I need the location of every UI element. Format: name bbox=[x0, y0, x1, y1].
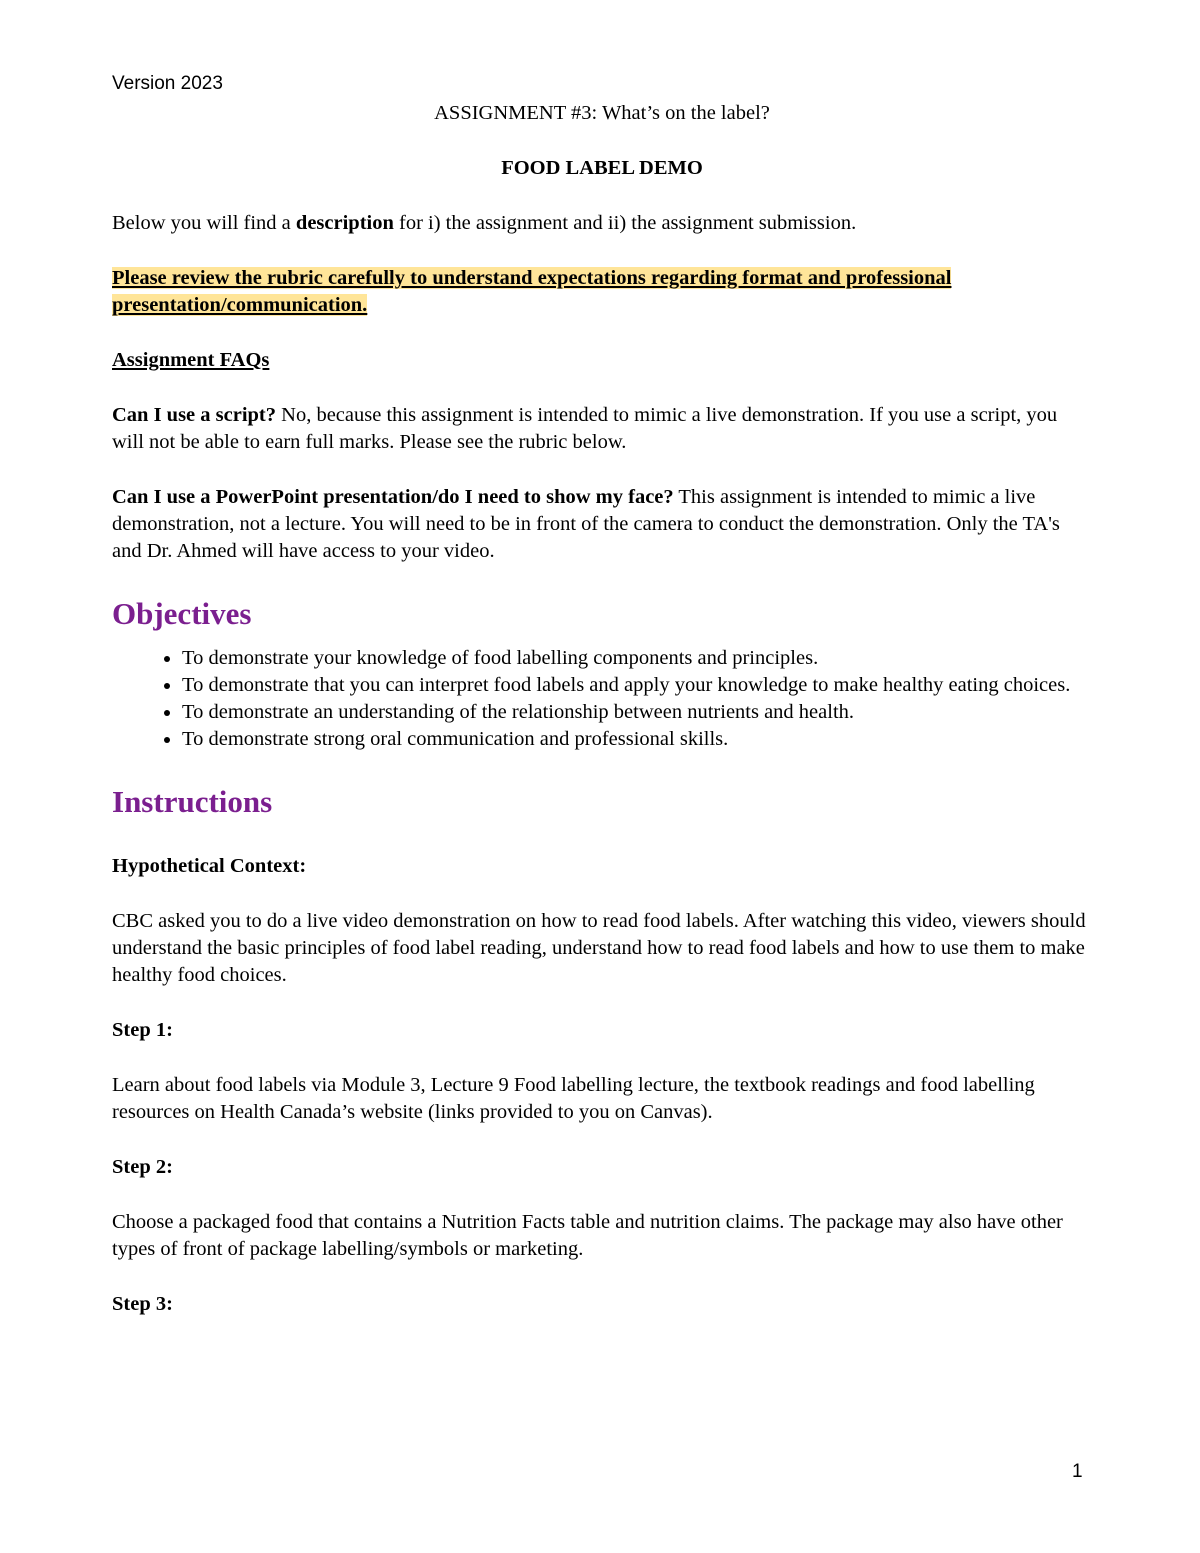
step2-heading: Step 2: bbox=[112, 1156, 173, 1178]
intro-text-after: for i) the assignment and ii) the assignment submission. bbox=[393, 212, 857, 234]
document-body bbox=[112, 100, 1092, 1318]
rubric-notice: Please review the rubric carefully to understand expectations regarding format and professional presentation/communication. bbox=[112, 267, 952, 316]
intro-bold-word: description bbox=[295, 212, 394, 234]
assignment-subtitle: FOOD LABEL DEMO bbox=[501, 157, 703, 179]
faq-item-powerpoint bbox=[112, 484, 1092, 565]
objective-item: • To demonstrate your knowledge of food labelling components and principles. bbox=[182, 645, 1092, 672]
version-label: Version 2023 bbox=[112, 73, 223, 94]
faq-question-powerpoint: Can I use a PowerPoint presentation/do I need to show my face? bbox=[112, 486, 674, 508]
instructions-heading: Instructions bbox=[112, 784, 273, 819]
objectives-list bbox=[112, 645, 1092, 753]
faq-answer-powerpoint: This assignment is intended to mimic a live demonstration, not a lecture. You will need to be in front of the camera to conduct the demonstration. Only the TA's and Dr. Ahmed will have access to your video. bbox=[112, 486, 1060, 562]
objective-item: • To demonstrate an understanding of the relationship between nutrients and health. bbox=[182, 699, 1092, 726]
step1-text: Learn about food labels via Module 3, Lecture 9 Food labelling lecture, the textbook readings and food labelling resources on Health Canada’s website (links provided to you on Canvas). bbox=[112, 1074, 1035, 1123]
assignment-title: ASSIGNMENT #3: What’s on the label? bbox=[434, 102, 770, 124]
step1-heading: Step 1: bbox=[112, 1019, 173, 1041]
intro-paragraph bbox=[112, 210, 1092, 237]
rubric-notice-paragraph bbox=[112, 265, 1092, 319]
context-text: CBC asked you to do a live video demonstration on how to read food labels. After watching this video, viewers should understand the basic principles of food label reading, understand how to read food labels and how to use them to make healthy food choices. bbox=[112, 910, 1086, 986]
faq-item-script bbox=[112, 402, 1092, 456]
page-number: 1 bbox=[1072, 1461, 1083, 1482]
faq-question-script: Can I use a script? bbox=[112, 404, 277, 426]
faq-heading-paragraph bbox=[112, 347, 1092, 374]
objectives-heading: Objectives bbox=[112, 596, 252, 631]
faq-answer-script: No, because this assignment is intended to mimic a live demonstration. If you use a script, you will not be able to earn full marks. Please see the rubric below. bbox=[112, 404, 1058, 453]
objective-item: • To demonstrate strong oral communication and professional skills. bbox=[182, 726, 1092, 753]
step3-heading: Step 3: bbox=[112, 1293, 173, 1315]
step2-text: Choose a packaged food that contains a Nutrition Facts table and nutrition claims. The package may also have other types of front of package labelling/symbols or marketing. bbox=[112, 1211, 1063, 1260]
faq-heading: Assignment FAQs bbox=[112, 349, 270, 371]
intro-text-before: Below you will find a bbox=[112, 212, 296, 234]
objective-item: • To demonstrate that you can interpret food labels and apply your knowledge to make healthy eating choices. bbox=[182, 672, 1092, 699]
context-heading: Hypothetical Context: bbox=[112, 855, 307, 877]
